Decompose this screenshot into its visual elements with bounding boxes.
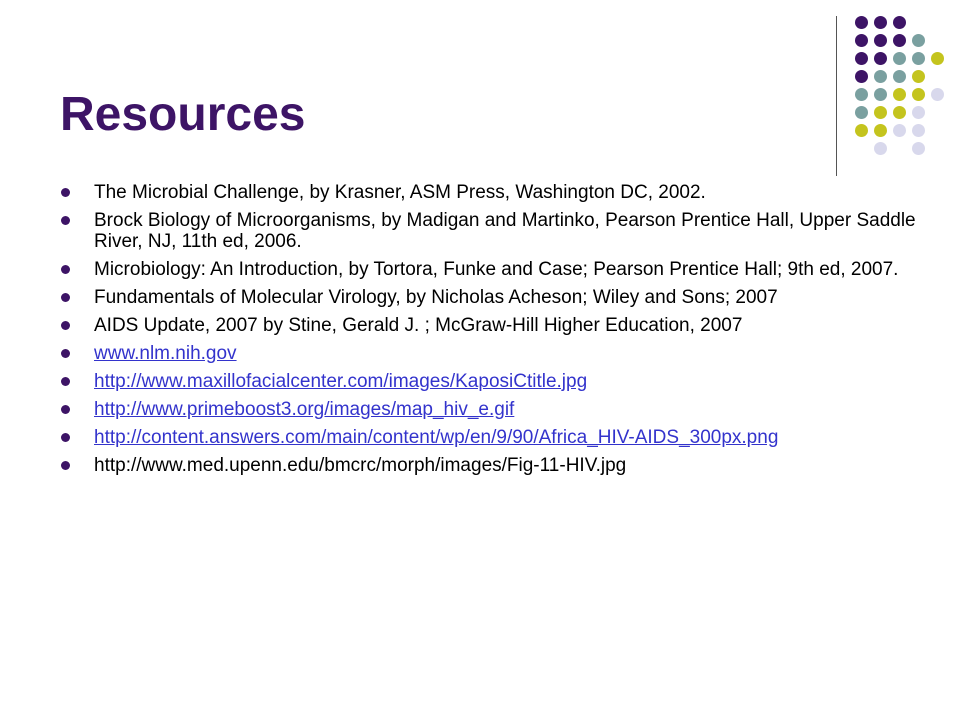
resource-text: Microbiology: An Introduction, by Tortora, Funke and Case; Pearson Prentice Hall; 9th ed, 2007. bbox=[94, 259, 899, 280]
decor-dot bbox=[893, 70, 906, 83]
resource-item bbox=[60, 182, 920, 203]
resource-item bbox=[60, 315, 920, 336]
decor-dot bbox=[874, 16, 887, 29]
bullet-icon bbox=[61, 188, 70, 197]
resource-item bbox=[60, 371, 920, 392]
slide-title: Resources bbox=[60, 88, 306, 141]
decor-dot bbox=[912, 70, 925, 83]
resource-list bbox=[60, 182, 920, 483]
decor-dot bbox=[893, 34, 906, 47]
resource-text: Brock Biology of Microorganisms, by Madigan and Martinko, Pearson Prentice Hall, Upper Saddle River, NJ, 11th ed, 2006. bbox=[94, 210, 916, 252]
resource-text: AIDS Update, 2007 by Stine, Gerald J. ; McGraw-Hill Higher Education, 2007 bbox=[94, 315, 743, 336]
resource-item bbox=[60, 259, 920, 280]
resource-item bbox=[60, 427, 920, 448]
bullet-icon bbox=[61, 377, 70, 386]
decor-dot bbox=[912, 52, 925, 65]
resource-link-nlm[interactable]: www.nlm.nih.gov bbox=[94, 343, 237, 364]
decor-dot bbox=[874, 142, 887, 155]
bullet-icon bbox=[61, 405, 70, 414]
decor-dot bbox=[912, 124, 925, 137]
decor-dot bbox=[912, 88, 925, 101]
decor-dot bbox=[874, 52, 887, 65]
decor-dot bbox=[855, 52, 868, 65]
decor-dot bbox=[874, 124, 887, 137]
resource-item bbox=[60, 210, 920, 252]
decor-dot bbox=[855, 16, 868, 29]
decor-dot bbox=[874, 88, 887, 101]
decor-dot bbox=[912, 142, 925, 155]
decorative-vertical-line bbox=[836, 16, 837, 176]
decor-dot bbox=[855, 70, 868, 83]
resource-text: The Microbial Challenge, by Krasner, ASM Press, Washington DC, 2002. bbox=[94, 182, 706, 203]
decor-dot bbox=[893, 106, 906, 119]
decor-dot bbox=[912, 34, 925, 47]
resource-item bbox=[60, 399, 920, 420]
bullet-icon bbox=[61, 321, 70, 330]
decor-dot bbox=[855, 88, 868, 101]
decor-dot bbox=[855, 106, 868, 119]
resource-link-primeboost[interactable]: http://www.primeboost3.org/images/map_hiv_e.gif bbox=[94, 399, 515, 420]
bullet-icon bbox=[61, 433, 70, 442]
resource-link-maxillofacial[interactable]: http://www.maxillofacialcenter.com/images/KaposiCtitle.jpg bbox=[94, 371, 588, 392]
decor-dot bbox=[855, 124, 868, 137]
decor-dot bbox=[874, 34, 887, 47]
bullet-icon bbox=[61, 265, 70, 274]
resource-link-answers[interactable]: http://content.answers.com/main/content/wp/en/9/90/Africa_HIV-AIDS_300px.png bbox=[94, 427, 779, 448]
resource-item bbox=[60, 343, 920, 364]
decor-dot bbox=[874, 106, 887, 119]
resource-text-upenn: http://www.med.upenn.edu/bmcrc/morph/images/Fig-11-HIV.jpg bbox=[94, 455, 627, 476]
decor-dot bbox=[931, 52, 944, 65]
bullet-icon bbox=[61, 349, 70, 358]
resource-item bbox=[60, 455, 920, 476]
resource-text: Fundamentals of Molecular Virology, by Nicholas Acheson; Wiley and Sons; 2007 bbox=[94, 287, 778, 308]
decor-dot bbox=[893, 88, 906, 101]
decor-dot bbox=[931, 88, 944, 101]
bullet-icon bbox=[61, 216, 70, 225]
decor-dot bbox=[893, 52, 906, 65]
decor-dot bbox=[912, 106, 925, 119]
decor-dot bbox=[874, 70, 887, 83]
bullet-icon bbox=[61, 293, 70, 302]
resource-item bbox=[60, 287, 920, 308]
decor-dot bbox=[893, 124, 906, 137]
bullet-icon bbox=[61, 461, 70, 470]
decor-dot bbox=[855, 34, 868, 47]
decor-dot bbox=[893, 16, 906, 29]
